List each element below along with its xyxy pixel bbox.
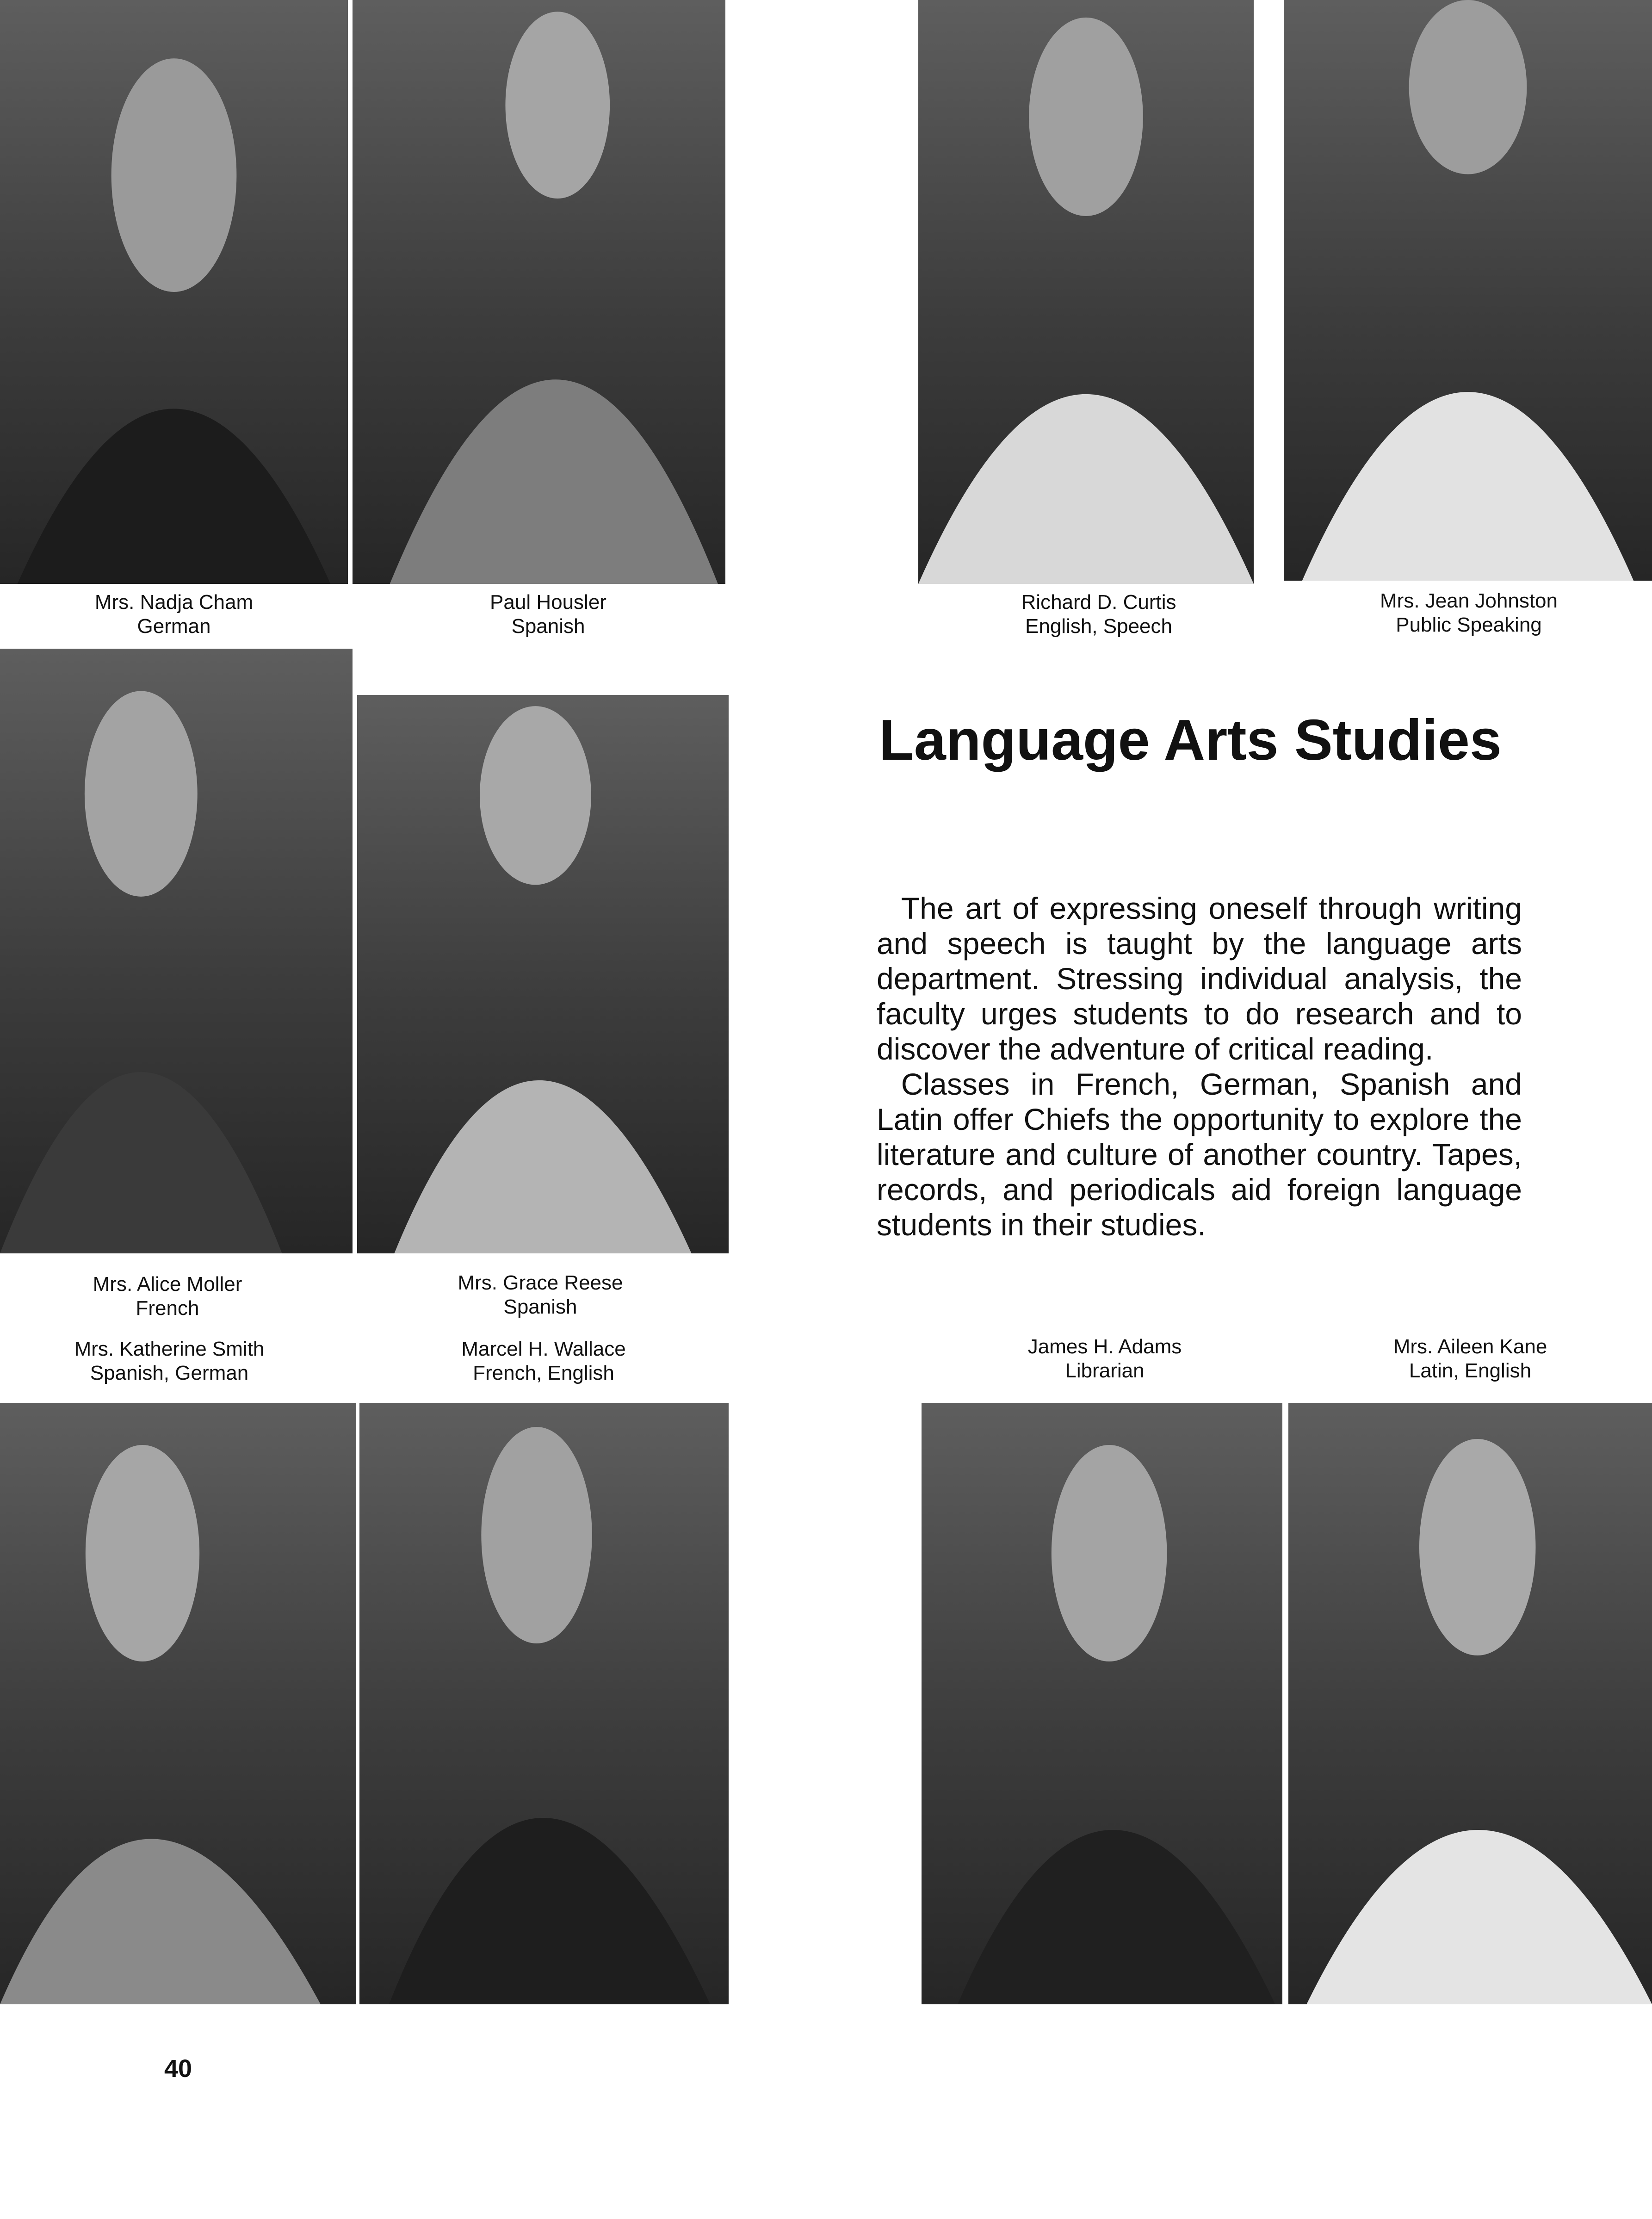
photo-marcel-wallace — [359, 1403, 729, 2004]
body-text — [877, 891, 1522, 1242]
caption-jean-johnston — [1316, 589, 1621, 637]
faculty-subject: French — [136, 1297, 199, 1320]
caption-richard-curtis — [946, 590, 1251, 638]
photo-aileen-kane — [1288, 1403, 1652, 2004]
faculty-name: Mrs. Grace Reese — [458, 1271, 623, 1294]
body-paragraph: Classes in French, German, Spanish and Latin offer Chiefs the opportunity to explore the literature and culture of another country. Tapes, records, and periodicals aid foreign language students in their studies. — [877, 1067, 1522, 1242]
faculty-subject: Spanish, German — [90, 1362, 249, 1384]
photo-jean-johnston — [1284, 0, 1652, 581]
photo-james-adams — [922, 1403, 1282, 2004]
faculty-name: Mrs. Alice Moller — [93, 1273, 242, 1295]
caption-katherine-smith — [17, 1337, 322, 1385]
body-paragraph: The art of expressing oneself through writing and speech is taught by the language arts department. Stressing individual analysis, the faculty urges students to do research and to discover the adventure of critical reading. — [877, 891, 1522, 1066]
caption-nadja-cham — [21, 590, 327, 638]
faculty-name: Mrs. Nadja Cham — [94, 591, 254, 614]
faculty-subject: Librarian — [1065, 1359, 1145, 1382]
faculty-subject: German — [137, 615, 211, 638]
photo-nadja-cham — [0, 0, 348, 584]
faculty-subject: English, Speech — [1025, 615, 1172, 638]
caption-alice-moller — [15, 1272, 320, 1320]
photo-katherine-smith — [0, 1403, 356, 2004]
faculty-subject: Spanish — [503, 1295, 577, 1318]
photo-alice-moller — [0, 649, 353, 1253]
faculty-name: Mrs. Katherine Smith — [74, 1338, 265, 1360]
faculty-name: Marcel H. Wallace — [461, 1338, 626, 1360]
page-number: 40 — [164, 2055, 192, 2083]
caption-paul-housler — [396, 590, 701, 638]
faculty-subject: Public Speaking — [1396, 614, 1542, 636]
photo-grace-reese — [357, 695, 729, 1253]
photo-richard-curtis — [918, 0, 1254, 584]
faculty-name: Mrs. Aileen Kane — [1393, 1335, 1547, 1358]
faculty-subject: Latin, English — [1409, 1359, 1532, 1382]
faculty-subject: French, English — [473, 1362, 614, 1384]
faculty-name: James H. Adams — [1027, 1335, 1182, 1358]
faculty-name: Mrs. Jean Johnston — [1380, 589, 1558, 612]
caption-james-adams — [952, 1335, 1257, 1383]
caption-marcel-wallace — [391, 1337, 696, 1385]
caption-aileen-kane — [1318, 1335, 1623, 1383]
caption-grace-reese — [388, 1271, 693, 1319]
faculty-name: Paul Housler — [490, 591, 606, 614]
page-title: Language Arts Studies — [879, 708, 1502, 772]
faculty-subject: Spanish — [511, 615, 585, 638]
photo-paul-housler — [353, 0, 725, 584]
faculty-name: Richard D. Curtis — [1021, 591, 1176, 614]
